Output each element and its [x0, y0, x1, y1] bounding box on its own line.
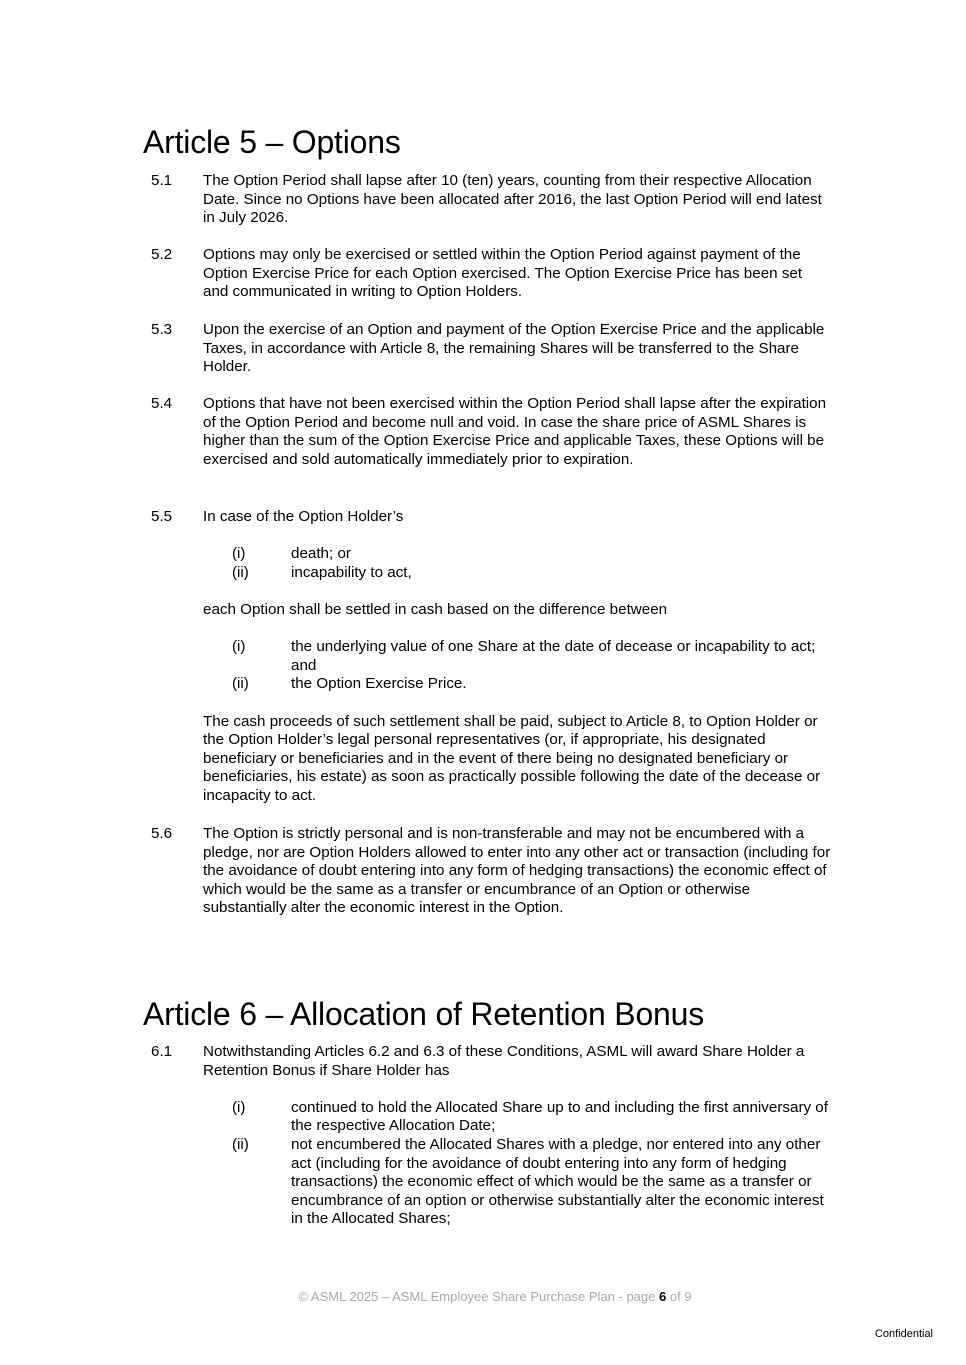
list-item-text: death; or: [291, 545, 351, 563]
page-number: 6: [659, 1289, 667, 1304]
list-item-text: continued to hold the Allocated Share up to and including the first anniversary of the respective Allocation Date;: [291, 1098, 828, 1135]
clause-text: Options may only be exercised or settled within the Option Period against payment of the Option Exercise Price for each Option exercised. The Option Exercise Price has been set and communicated in writing to Option Holders.: [203, 246, 803, 301]
page-total: of 9: [669, 1289, 692, 1304]
clause-number: 5.3: [151, 321, 173, 338]
list-item-number: (ii): [232, 1135, 249, 1153]
clause-5-4: [151, 395, 831, 469]
clause-middle: each Option shall be settled in cash based on the difference between: [203, 600, 668, 618]
list-item-number: (i): [232, 545, 246, 563]
clause-intro: Notwithstanding Articles 6.2 and 6.3 of these Conditions, ASML will award Share Holder a Retention Bonus if Share Holder has: [203, 1043, 805, 1079]
list-item: [232, 1136, 831, 1229]
clause-6-1: [151, 1043, 831, 1229]
difference-list: [232, 638, 831, 694]
page-footer: [0, 1289, 966, 1304]
clause-5-3: [151, 321, 831, 377]
clause-text: The Option is strictly personal and is non-transferable and may not be encumbered with a pledge, nor are Option Holders allowed to enter into any other act or transaction (including for the avoidance of doubt entering into any form of hedging transactions) the economic effect of which would be the same as a transfer or encumbrance of an Option or otherwise substantially alter the economic interest in the Option.: [203, 825, 831, 917]
clause-text: Options that have not been exercised within the Option Period shall lapse after the expiration of the Option Period and become null and void. In case the share price of ASML Shares is higher than the sum of the Option Exercise Price and applicable Taxes, these Options will be exercised and sold automatically immediately prior to expiration.: [203, 395, 827, 468]
list-item-number: (ii): [232, 675, 249, 693]
clause-5-6: [151, 825, 831, 918]
clause-text: Upon the exercise of an Option and payment of the Option Exercise Price and the applicable Taxes, in accordance with Article 8, the remaining Shares will be transferred to the Share Holder.: [203, 321, 825, 376]
clause-text: The Option Period shall lapse after 10 (ten) years, counting from their respective Allocation Date. Since no Options have been allocated after 2016, the last Option Period will end latest in July 2026.: [203, 172, 822, 227]
list-item-text: not encumbered the Allocated Shares with a pledge, nor entered into any other act (including for the avoidance of doubt entering into any form of hedging transactions) the economic effect of which would be the same as a transfer or encumbrance of an option or otherwise substantially alter the economic interest in the Allocated Shares;: [291, 1135, 824, 1228]
clause-intro: In case of the Option Holder’s: [203, 508, 404, 525]
list-item-number: (i): [232, 638, 246, 656]
list-item-number: (i): [232, 1098, 246, 1116]
list-item-number: (ii): [232, 563, 249, 581]
clause-closing: The cash proceeds of such settlement shall be paid, subject to Article 8, to Option Holder or the Option Holder’s legal personal representatives (or, if appropriate, his designated beneficiary or beneficiaries and in the event of there being no designated beneficiary or beneficiaries, his estate) as soon as practically possible following the date of the decease or incapacity to act.: [203, 712, 821, 804]
clause-number: 5.4: [151, 395, 173, 412]
clause-5-1: [151, 172, 831, 228]
clause-number: 5.5: [151, 508, 173, 525]
clause-5-5: [151, 508, 831, 806]
list-item: [232, 638, 831, 675]
clause-number: 5.6: [151, 825, 173, 842]
list-item: [232, 564, 831, 583]
condition-list: [232, 545, 831, 582]
list-item-text: the Option Exercise Price.: [291, 675, 467, 693]
confidential-label: Confidential: [874, 1328, 933, 1340]
clause-number: 6.1: [151, 1043, 173, 1060]
condition-list: [232, 1099, 831, 1229]
list-item: [232, 675, 831, 694]
clause-5-2: [151, 246, 831, 302]
footer-text: © ASML 2025 – ASML Employee Share Purchase Plan - page: [298, 1289, 656, 1304]
clause-number: 5.2: [151, 246, 173, 263]
list-item: [232, 545, 831, 564]
list-item-text: the underlying value of one Share at the date of decease or incapability to act; and: [291, 638, 816, 674]
clause-number: 5.1: [151, 172, 173, 189]
article-6-heading: Article 6 – Allocation of Retention Bonus: [143, 996, 705, 1032]
article-5-heading: Article 5 – Options: [143, 124, 401, 160]
list-item-text: incapability to act,: [291, 563, 412, 581]
list-item: [232, 1099, 831, 1136]
